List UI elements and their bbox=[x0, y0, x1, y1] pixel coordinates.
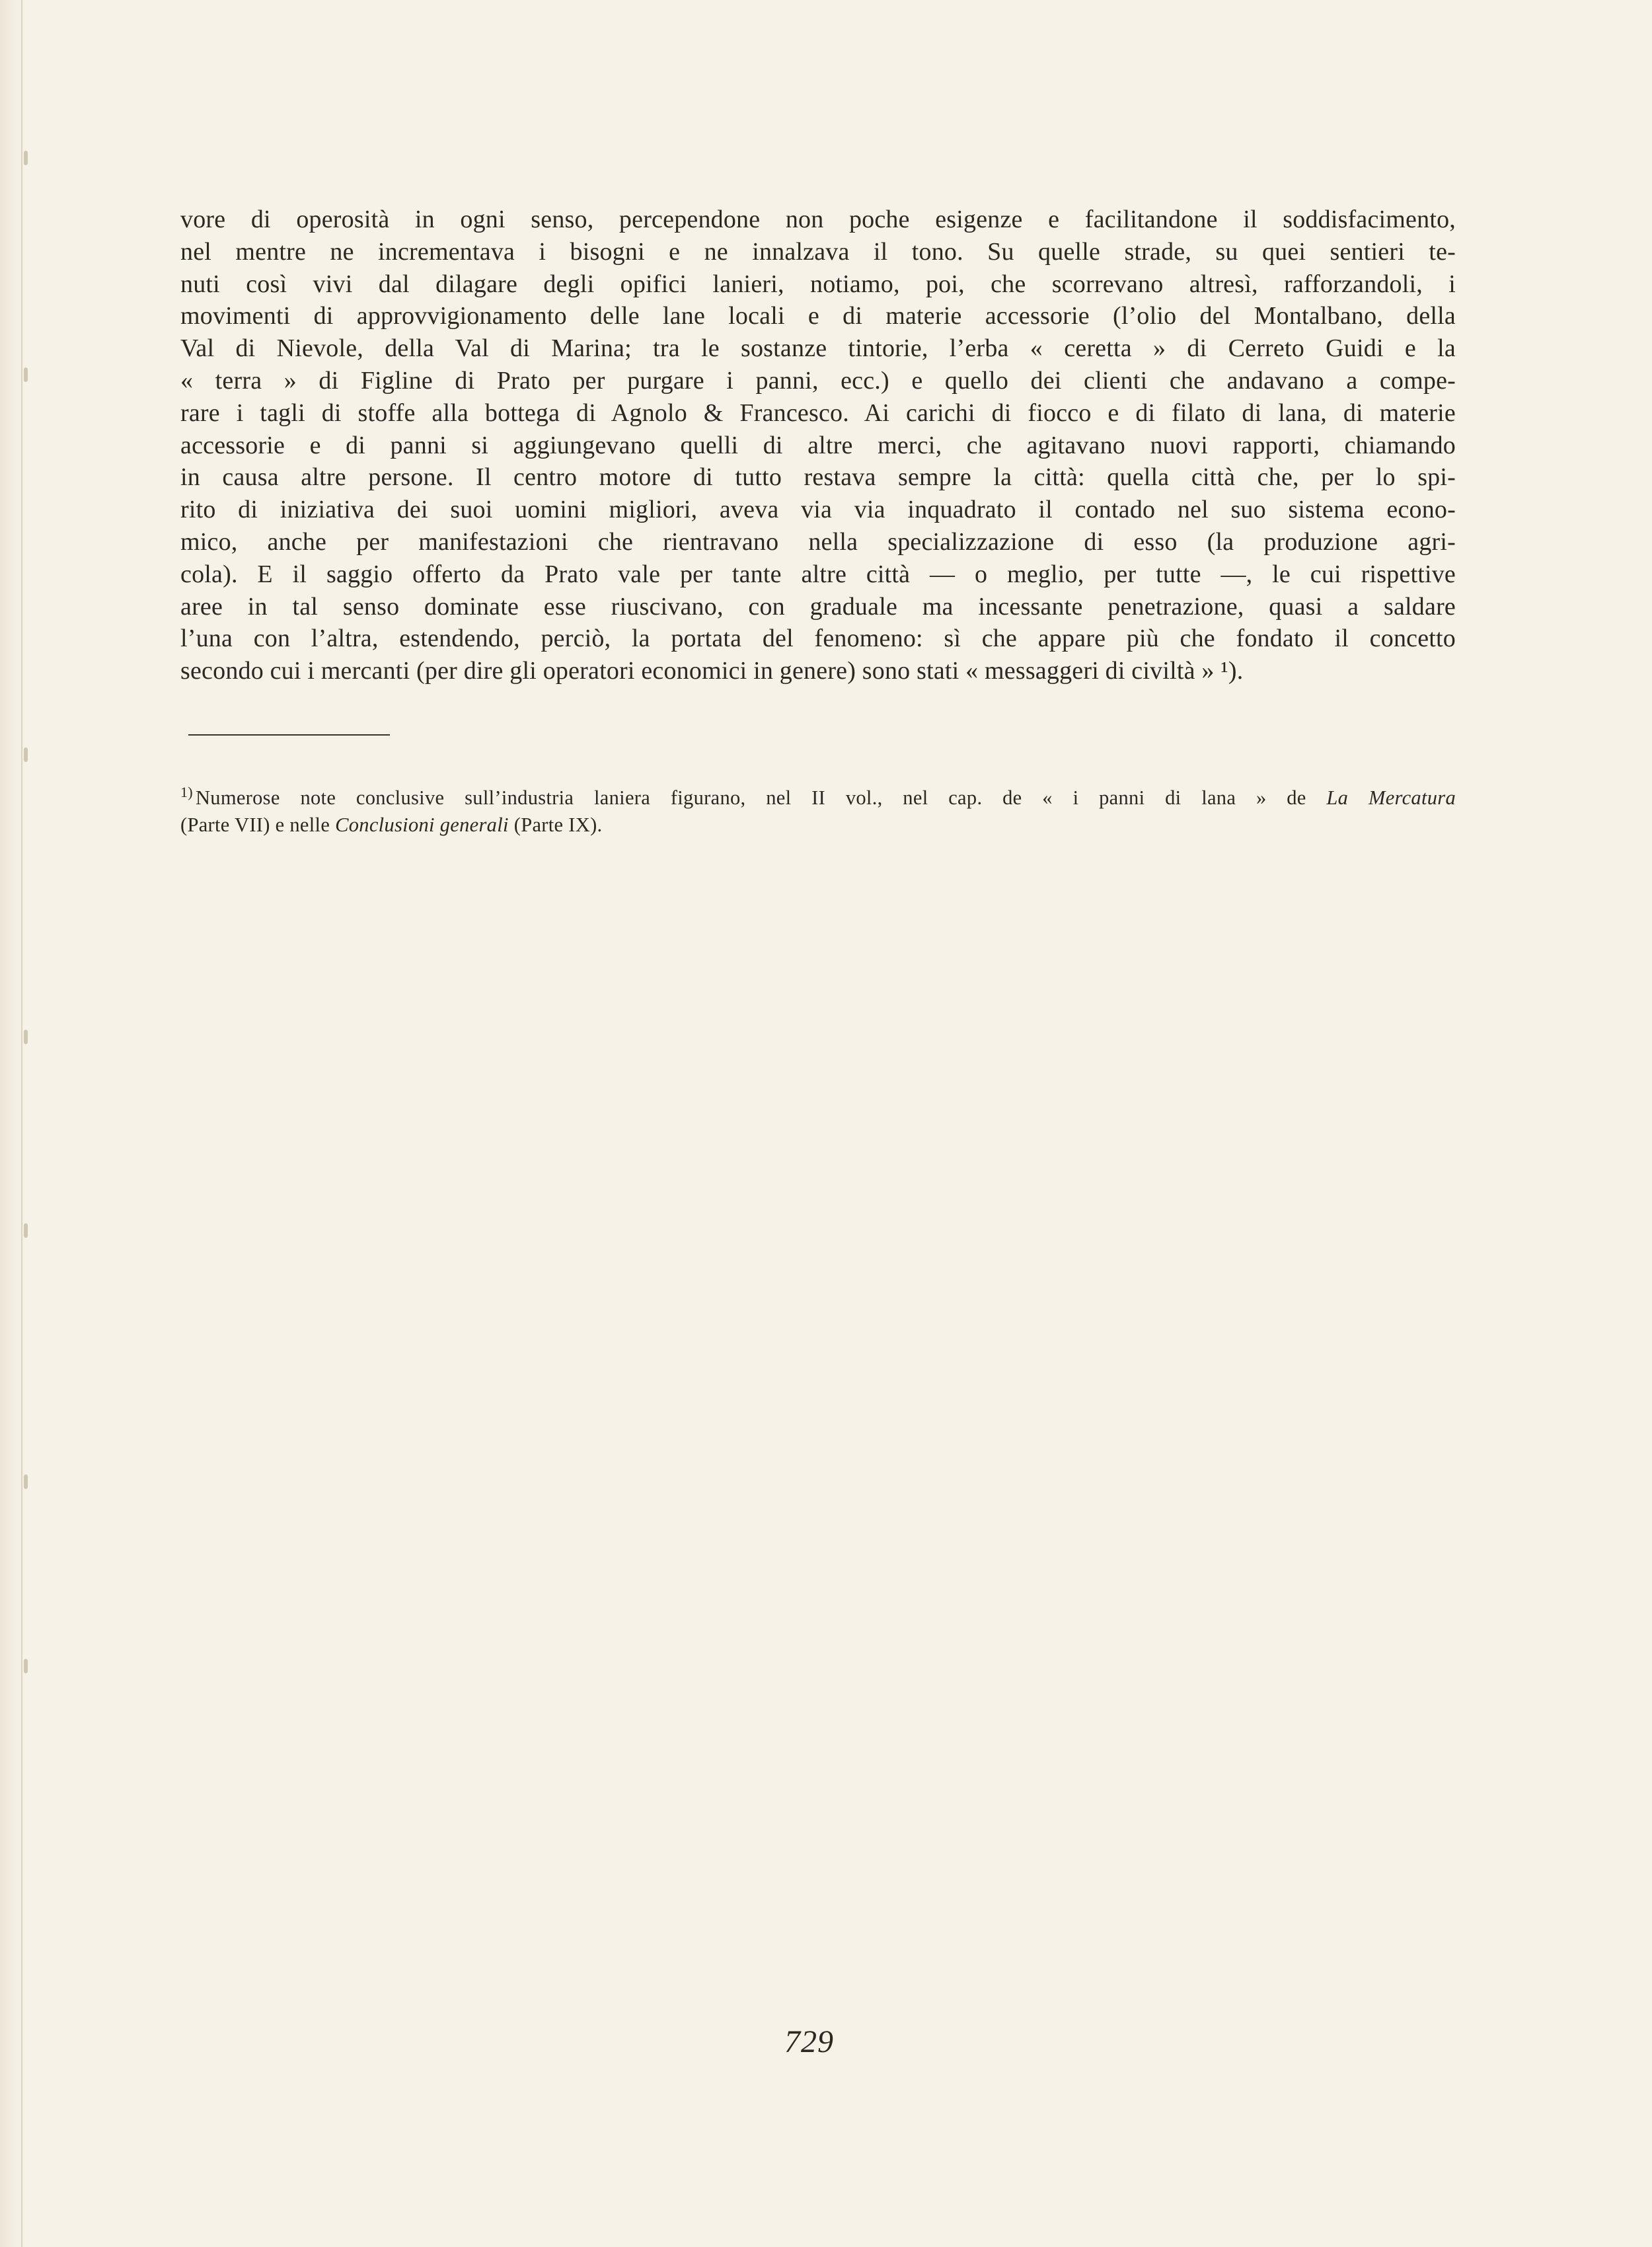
body-line: « terra » di Figline di Prato per purgare i panni, ecc.) e quello dei clienti che andavano a compe- bbox=[180, 366, 1456, 395]
body-line: Val di Nievole, della Val di Marina; tra le sostanze tintorie, l’erba « ceretta » di Cerreto Guidi e la bbox=[180, 334, 1456, 363]
binding-edge bbox=[0, 0, 26, 2247]
binding-stitch bbox=[24, 367, 28, 382]
footnote bbox=[180, 779, 1456, 839]
body-line: mico, anche per manifestazioni che rientravano nella specializzazione di esso (la produzione agri- bbox=[180, 527, 1456, 556]
footnote-separator bbox=[188, 734, 390, 736]
body-line: accessorie e di panni si aggiungevano quelli di altre merci, che agitavano nuovi rapporti, chiamando bbox=[180, 431, 1456, 459]
footnote-line bbox=[180, 812, 1456, 839]
body-line: rito di iniziativa dei suoi uomini migliori, aveva via via inquadrato il contado nel suo sistema econo- bbox=[180, 496, 1456, 524]
body-line: aree in tal senso dominate esse riuscivano, con graduale ma incessante penetrazione, quasi a saldare bbox=[180, 592, 1456, 621]
body-line: l’una con l’altra, estendendo, perciò, la portata del fenomeno: sì che appare più che fondato il concetto bbox=[180, 625, 1456, 653]
binding-stitch bbox=[24, 1223, 28, 1238]
binding-stitch bbox=[24, 151, 28, 165]
footnote-text: (Parte VII) e nelle bbox=[180, 814, 330, 836]
body-line: secondo cui i mercanti (per dire gli operatori economici in genere) sono stati « messaggeri di civiltà » ¹). bbox=[180, 657, 1244, 685]
footnote-title-italic: La Mercatura bbox=[1326, 786, 1456, 809]
page-number: 729 bbox=[784, 2024, 834, 2059]
body-line: nel mentre ne incrementava i bisogni e ne innalzava il tono. Su quelle strade, su quei sentieri te- bbox=[180, 237, 1456, 266]
footnote-line bbox=[180, 779, 1456, 812]
binding-stitch bbox=[24, 1030, 28, 1044]
footnote-text: Numerose note conclusive sull’industria laniera figurano, nel II vol., nel cap. de « i panni di lana » de bbox=[195, 786, 1306, 809]
binding-stitch bbox=[24, 1659, 28, 1673]
binding-stitch bbox=[24, 747, 28, 762]
body-paragraph bbox=[180, 204, 1456, 687]
footnote-marker: 1) bbox=[180, 784, 193, 800]
binding-line bbox=[21, 0, 22, 2247]
binding-stitch bbox=[24, 1474, 28, 1489]
body-line: movimenti di approvvigionamento delle lane locali e di materie accessorie (l’olio del Montalbano, della bbox=[180, 302, 1456, 330]
body-line: vore di operosità in ogni senso, percependone non poche esigenze e facilitandone il soddisfacimento, bbox=[180, 206, 1456, 233]
footnote-text: (Parte IX). bbox=[513, 814, 603, 836]
body-line: in causa altre persone. Il centro motore di tutto restava sempre la città: quella città che, per lo spi- bbox=[180, 463, 1456, 492]
body-line: rare i tagli di stoffe alla bottega di Agnolo & Francesco. Ai carichi di fiocco e di filato di lana, di materie bbox=[180, 399, 1456, 427]
footnote-title-italic: Conclusioni generali bbox=[335, 814, 509, 836]
body-line: cola). E il saggio offerto da Prato vale per tante altre città — o meglio, per tutte —, le cui rispettive bbox=[180, 560, 1456, 588]
body-line: nuti così vivi dal dilagare degli opifici lanieri, notiamo, poi, che scorrevano altresì, rafforzandoli, i bbox=[180, 270, 1456, 298]
